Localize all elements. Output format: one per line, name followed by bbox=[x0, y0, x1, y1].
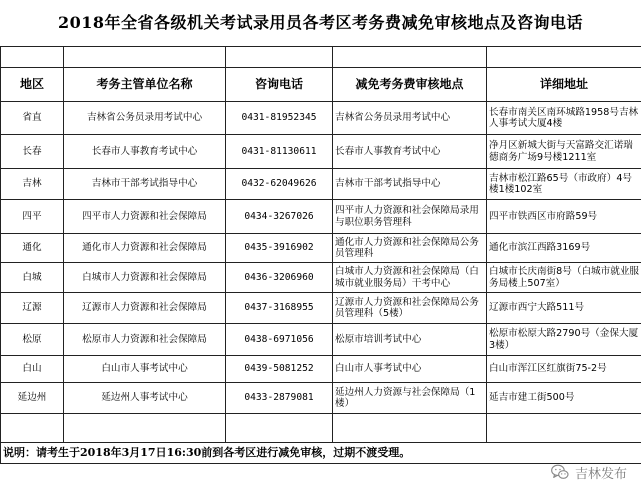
cell-place: 延边州人力资源与社会保障局（1楼） bbox=[333, 383, 487, 414]
cell-unit: 长春市人事教育考试中心 bbox=[64, 135, 226, 169]
cell-phone: 0435-3916902 bbox=[226, 234, 333, 263]
cell-place bbox=[333, 414, 487, 443]
cell-unit bbox=[64, 414, 226, 443]
table-row bbox=[1, 169, 641, 200]
cell-phone: 0432-62049626 bbox=[226, 169, 333, 200]
cell-phone: 0431-81130611 bbox=[226, 135, 333, 169]
column-header-place: 减免考务费审核地点 bbox=[333, 68, 487, 102]
watermark-text: 吉林发布 bbox=[574, 466, 627, 482]
note-row bbox=[1, 443, 641, 464]
cell-unit: 白山市人事考试中心 bbox=[64, 356, 226, 383]
table-row bbox=[1, 200, 641, 234]
table-row bbox=[1, 102, 641, 135]
cell-unit: 吉林市干部考试指导中心 bbox=[64, 169, 226, 200]
column-header-area: 地区 bbox=[1, 68, 64, 102]
cell-address: 辽源市西宁大路511号 bbox=[487, 293, 641, 324]
cell-address: 延吉市建工街500号 bbox=[487, 383, 641, 414]
cell-phone: 0434-3267026 bbox=[226, 200, 333, 234]
cell-address: 四平市铁西区市府路59号 bbox=[487, 200, 641, 234]
cell-unit: 白城市人力资源和社会保障局 bbox=[64, 263, 226, 293]
cell-unit: 通化市人力资源和社会保障局 bbox=[64, 234, 226, 263]
table-row bbox=[1, 324, 641, 356]
cell-phone: 0438-6971056 bbox=[226, 324, 333, 356]
fee-waiver-table bbox=[0, 46, 641, 464]
cell-place: 辽源市人力资源和社会保障局公务员管理科（5楼） bbox=[333, 293, 487, 324]
table-row bbox=[1, 293, 641, 324]
cell-unit: 松原市人力资源和社会保障局 bbox=[64, 324, 226, 356]
cell-area: 长春 bbox=[1, 135, 64, 169]
table-row bbox=[1, 383, 641, 414]
cell-area: 松原 bbox=[1, 324, 64, 356]
table-header-row bbox=[1, 68, 641, 102]
page-title: 2018年全省各级机关考试录用员各考区考务费减免审核地点及咨询电话 bbox=[57, 13, 584, 32]
cell-area: 白城 bbox=[1, 263, 64, 293]
cell-area: 通化 bbox=[1, 234, 64, 263]
cell-unit: 四平市人力资源和社会保障局 bbox=[64, 200, 226, 234]
table-row bbox=[1, 234, 641, 263]
cell-area bbox=[1, 414, 64, 443]
cell-area: 白山 bbox=[1, 356, 64, 383]
column-header-address: 详细地址 bbox=[487, 68, 641, 102]
table-row bbox=[1, 414, 641, 443]
cell-phone: 0436-3206960 bbox=[226, 263, 333, 293]
cell-place: 长春市人事教育考试中心 bbox=[333, 135, 487, 169]
cell-place: 白城市人力资源和社会保障局（白城市就业服务局）干考中心 bbox=[333, 263, 487, 293]
blank-row bbox=[1, 47, 641, 68]
table-row bbox=[1, 263, 641, 293]
table-row bbox=[1, 356, 641, 383]
cell-area: 辽源 bbox=[1, 293, 64, 324]
cell-address: 通化市滨江西路3169号 bbox=[487, 234, 641, 263]
cell-unit: 吉林省公务员录用考试中心 bbox=[64, 102, 226, 135]
cell-place: 松原市培训考试中心 bbox=[333, 324, 487, 356]
cell-address: 吉林市松江路65号（市政府）4号楼1楼102室 bbox=[487, 169, 641, 200]
cell-place: 通化市人力资源和社会保障局公务员管理科 bbox=[333, 234, 487, 263]
cell-area: 吉林 bbox=[1, 169, 64, 200]
cell-phone: 0439-5081252 bbox=[226, 356, 333, 383]
cell-address: 净月区新城大街与天富路交汇诺瑞德商务广场9号楼1211室 bbox=[487, 135, 641, 169]
column-header-unit: 考务主管单位名称 bbox=[64, 68, 226, 102]
cell-address: 白山市浑江区红旗街75-2号 bbox=[487, 356, 641, 383]
cell-unit: 延边州人事考试中心 bbox=[64, 383, 226, 414]
cell-place: 吉林省公务员录用考试中心 bbox=[333, 102, 487, 135]
cell-phone: 0431-81952345 bbox=[226, 102, 333, 135]
cell-area: 延边州 bbox=[1, 383, 64, 414]
table-row bbox=[1, 135, 641, 169]
cell-area: 省直 bbox=[1, 102, 64, 135]
cell-phone: 0437-3168955 bbox=[226, 293, 333, 324]
cell-place: 四平市人力资源和社会保障局录用与职位职务管理科 bbox=[333, 200, 487, 234]
cell-area: 四平 bbox=[1, 200, 64, 234]
cell-phone bbox=[226, 414, 333, 443]
cell-address: 松原市松原大路2790号（金保大厦3楼） bbox=[487, 324, 641, 356]
cell-address bbox=[487, 414, 641, 443]
cell-unit: 辽源市人力资源和社会保障局 bbox=[64, 293, 226, 324]
cell-address: 白城市长庆南街8号（白城市就业服务局楼上507室） bbox=[487, 263, 641, 293]
wechat-icon bbox=[550, 462, 570, 482]
cell-place: 吉林市干部考试指导中心 bbox=[333, 169, 487, 200]
cell-address: 长春市南关区南环城路1958号吉林人事考试大厦4楼 bbox=[487, 102, 641, 135]
watermark bbox=[550, 460, 627, 484]
column-header-phone: 咨询电话 bbox=[226, 68, 333, 102]
cell-phone: 0433-2879081 bbox=[226, 383, 333, 414]
cell-place: 白山市人事考试中心 bbox=[333, 356, 487, 383]
note-text: 说明：请考生于2018年3月17日16:30前到各考区进行减免审核，过期不渡受理。 bbox=[1, 443, 641, 464]
